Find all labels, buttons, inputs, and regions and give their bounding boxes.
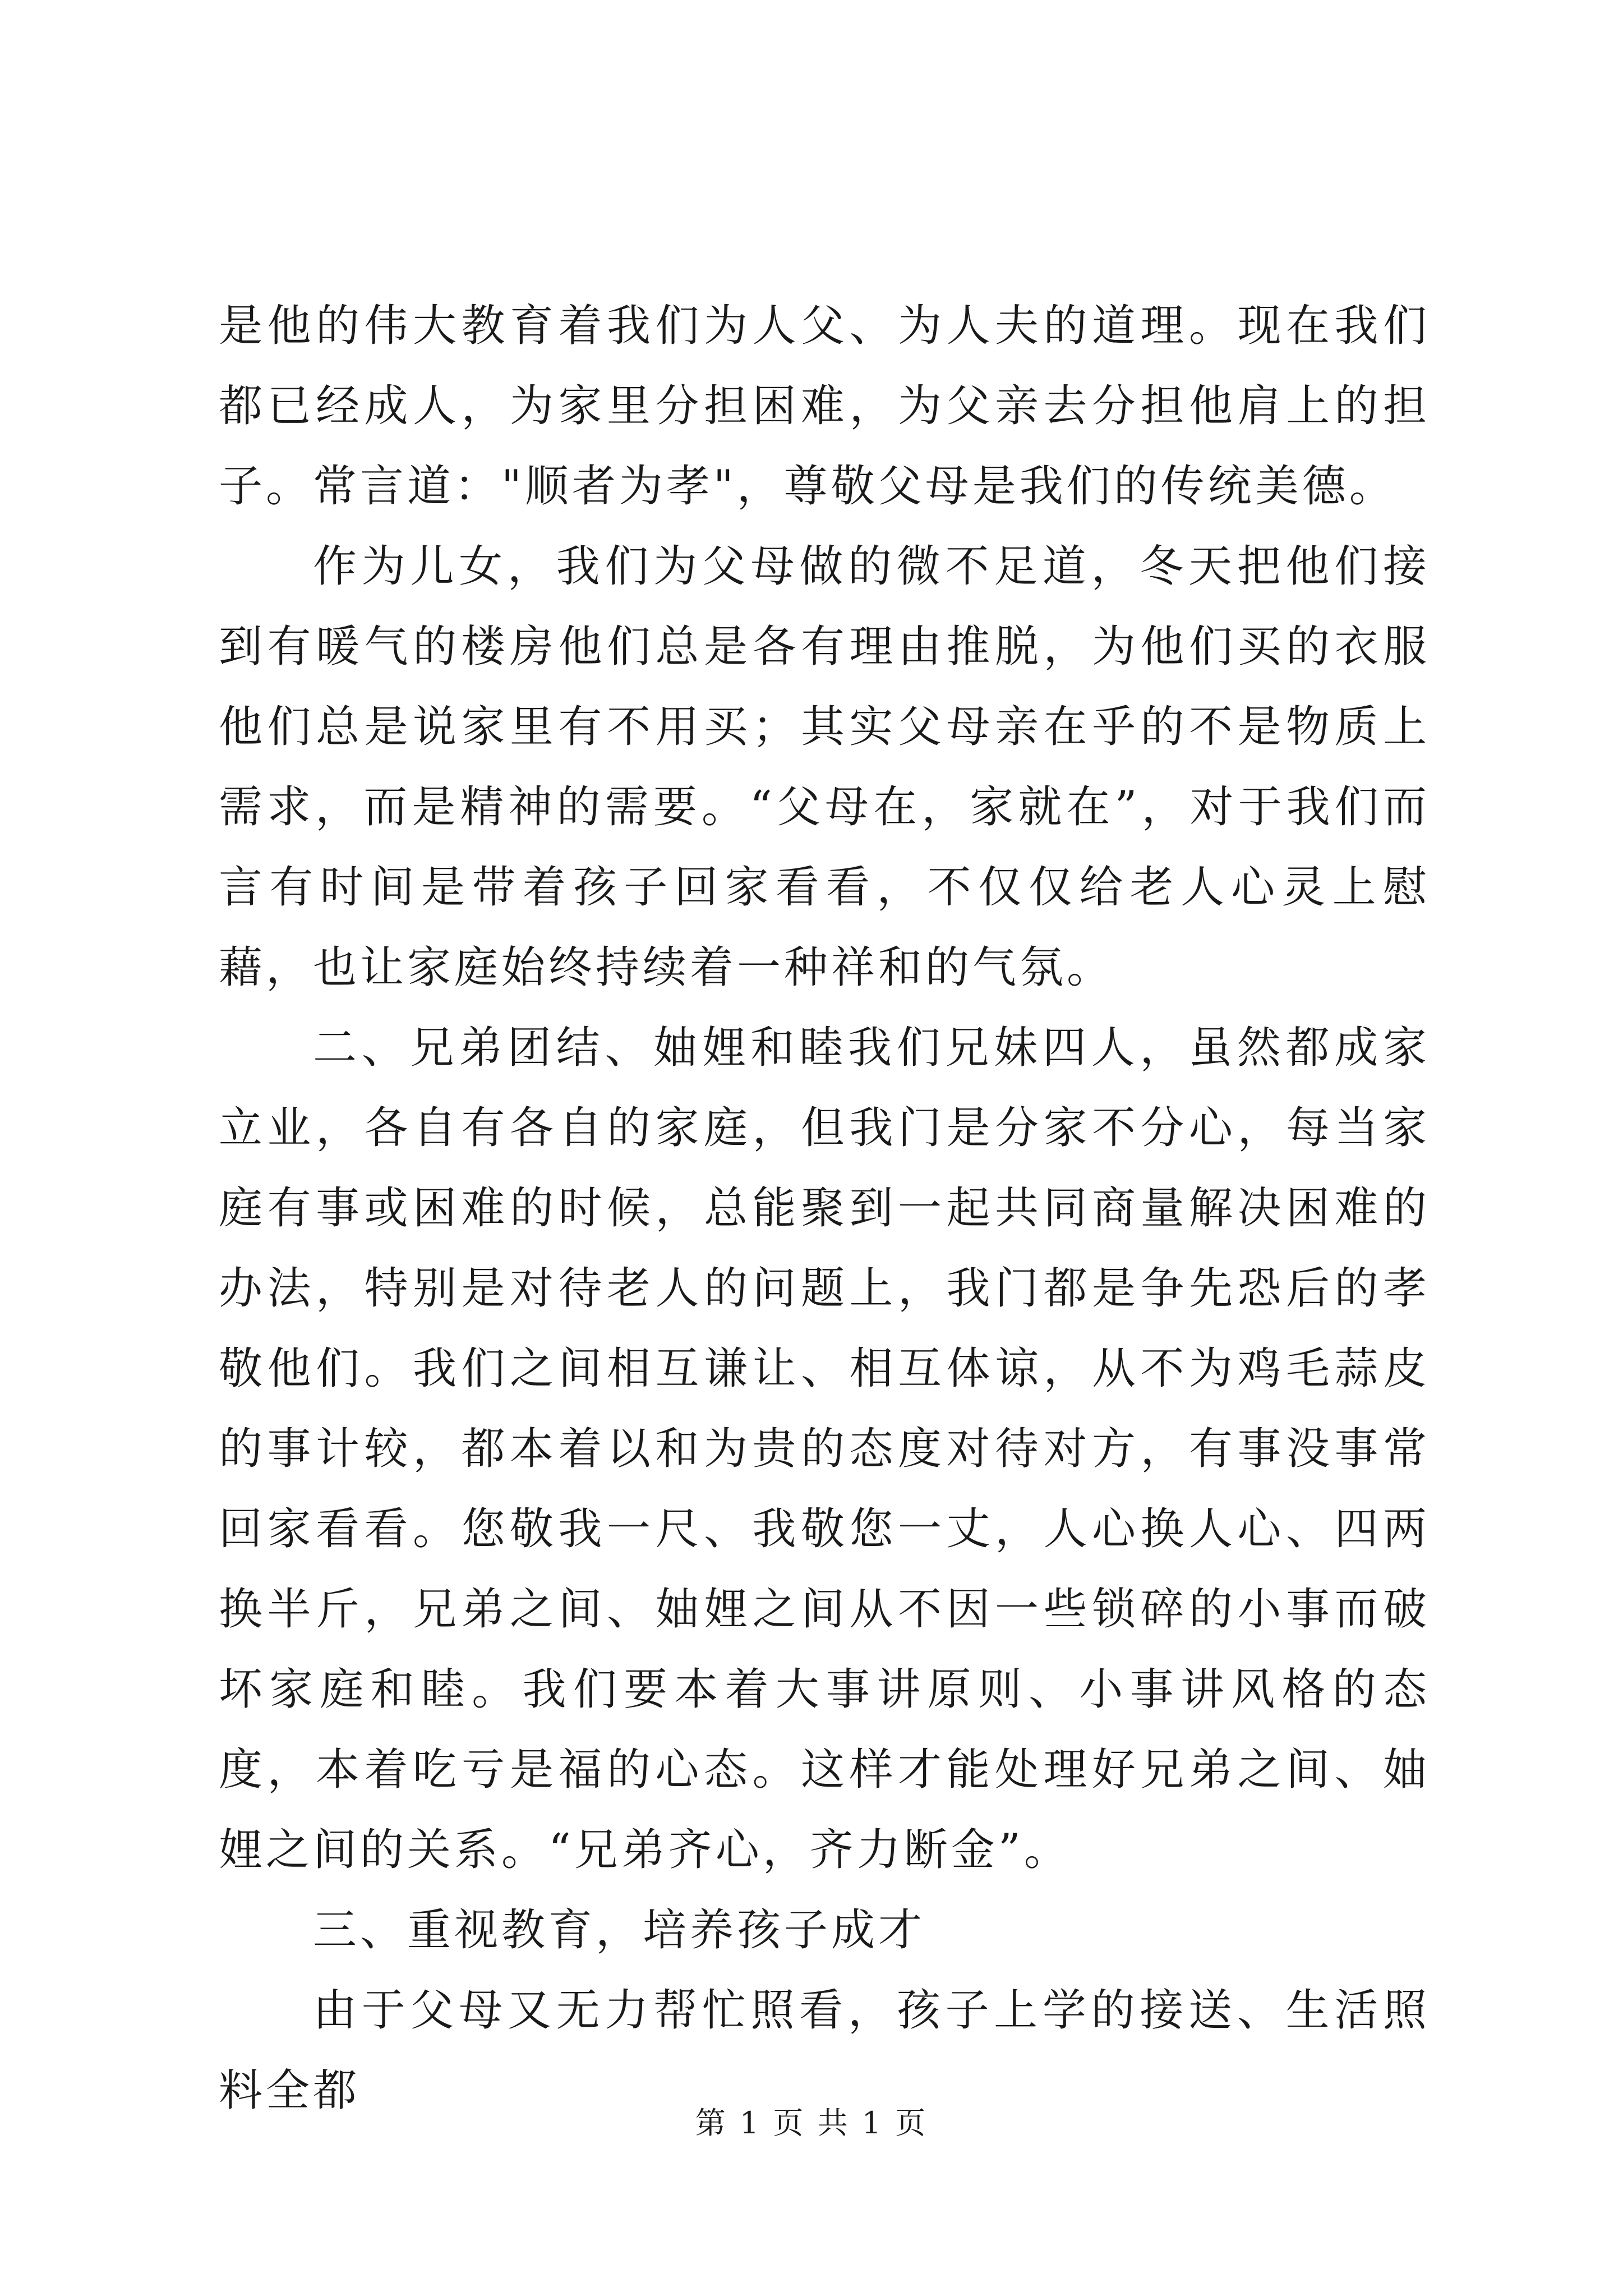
paragraph-2: 作为儿女，我们为父母做的微不足道，冬天把他们接到有暖气的楼房他们总是各有理由推脱，为他们买的衣服他们总是说家里有不用买；其实父母亲在乎的不是物质上需求，而是精神的需要。“父母在，家就在”，对于我们而言有时间是带着孩子回家看看，不仅仅给老人心灵上慰藉，也让家庭始终持续着一种祥和的气氛。 [219,541,1430,993]
paragraph-3: 二、兄弟团结、妯娌和睦我们兄妹四人，虽然都成家立业，各自有各自的家庭，但我门是分家不分心，每当家庭有事或困难的时候，总能聚到一起共同商量解决困难的办法，特别是对待老人的问题上，我门都是争先恐后的孝敬他们。我们之间相互谦让、相互体谅，从不为鸡毛蒜皮的事计较，都本着以和为贵的态度对待对方，有事没事常回家看看。您敬我一尺、我敬您一丈，人心换人心、四两换半斤，兄弟之间、妯娌之间从不因一些锁碎的小事而破坏家庭和睦。我们要本着大事讲原则、小事讲风格的态度，本着吃亏是福的心态。这样才能处理好兄弟之间、妯娌之间的关系。“兄弟齐心，齐力断金”。 [219,1023,1430,1875]
section-heading-3: 三、重视教育，培养孩子成才 [313,1905,926,1955]
page-footer: 第 1 页 共 1 页 [695,2105,928,2141]
paragraph-5: 由于父母又无力帮忙照看，孩子上学的接送、生活照料全都 [219,1985,1430,2116]
document-body [219,286,1430,2131]
paragraph-1: 是他的伟大教育着我们为人父、为人夫的道理。现在我们都已经成人，为家里分担困难，为父亲去分担他肩上的担子。常言道："顺者为孝"，尊敬父母是我们的传统美德。 [219,301,1430,512]
